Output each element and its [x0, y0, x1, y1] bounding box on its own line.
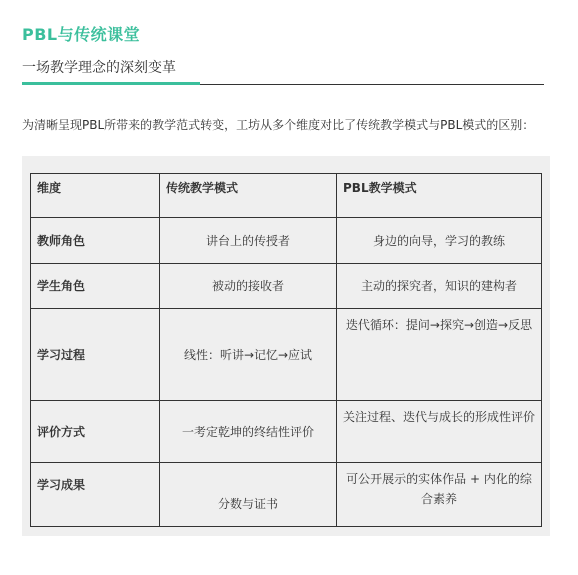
table-row — [31, 218, 542, 264]
subtitle-accent-bar — [22, 82, 200, 85]
pbl-cell: 关注过程、迭代与成长的形成性评价 — [337, 401, 542, 463]
page-subtitle: 一场教学理念的深刻变革 — [22, 60, 176, 76]
traditional-cell: 讲台上的传授者 — [160, 218, 337, 264]
intro-paragraph: 为清晰呈现PBL所带来的教学范式转变，工坊从多个维度对比了传统教学模式与PBL模式的区别： — [22, 118, 535, 132]
page-title: PBL与传统课堂 — [22, 25, 141, 44]
row-label: 教师角色 — [31, 218, 160, 264]
table-header-cell: 维度 — [31, 174, 160, 218]
row-label: 评价方式 — [31, 401, 160, 463]
pbl-cell: 迭代循环：提问→探究→创造→反思 — [337, 309, 542, 401]
row-label: 学习成果 — [31, 463, 160, 527]
row-label: 学生角色 — [31, 264, 160, 309]
table-header-cell: 传统教学模式 — [160, 174, 337, 218]
pbl-cell: 可公开展示的实体作品 + 内化的综合素养 — [337, 463, 542, 527]
traditional-cell: 被动的接收者 — [160, 264, 337, 309]
table-row — [31, 309, 542, 401]
traditional-cell: 分数与证书 — [160, 463, 337, 527]
comparison-table — [30, 173, 542, 527]
subtitle-block — [22, 55, 544, 85]
table-row — [31, 463, 542, 527]
traditional-cell: 一考定乾坤的终结性评价 — [160, 401, 337, 463]
table-row — [31, 401, 542, 463]
table-header-row — [31, 174, 542, 218]
pbl-cell: 主动的探究者，知识的建构者 — [337, 264, 542, 309]
table-row — [31, 264, 542, 309]
row-label: 学习过程 — [31, 309, 160, 401]
comparison-table-container — [22, 156, 550, 536]
pbl-cell: 身边的向导，学习的教练 — [337, 218, 542, 264]
table-header-cell: PBL教学模式 — [337, 174, 542, 218]
traditional-cell: 线性：听讲→记忆→应试 — [160, 309, 337, 401]
